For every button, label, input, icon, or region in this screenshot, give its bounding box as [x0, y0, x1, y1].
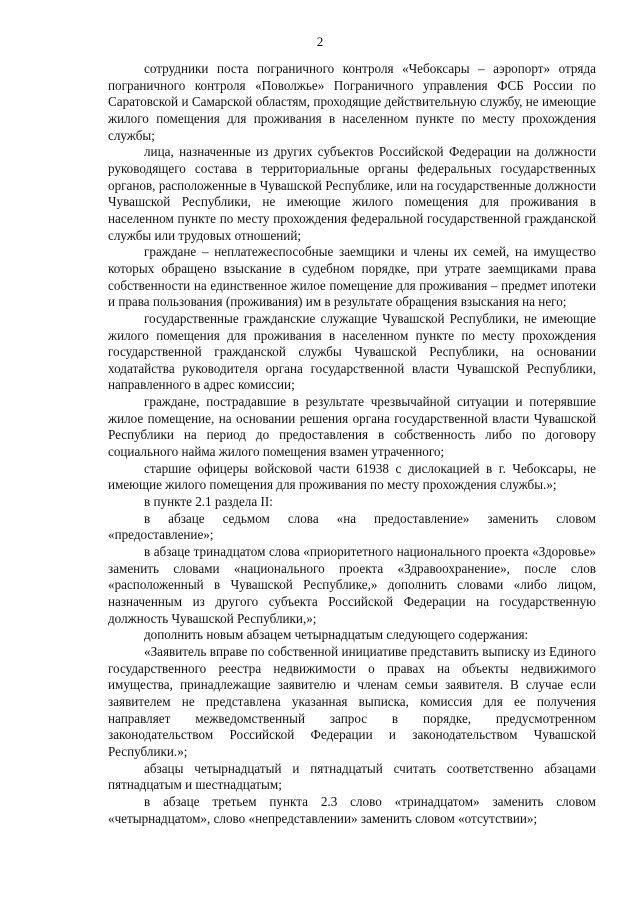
paragraph: старшие офицеры войсковой части 61938 с дислокацией в г. Чебоксары, не имеющие жилого помещения для проживания по месту прохождения службы.»;	[108, 460, 596, 493]
paragraph: граждане, пострадавшие в результате чрезвычайной ситуации и потерявшие жилое помещение, на основании решения органа государственной власти Чувашской Республики на период до предоставления в собственность либо по договору социального найма жилого помещения взамен утраченного;	[108, 394, 596, 460]
paragraph: лица, назначенные из других субъектов Российской Федерации на должности руководящего состава в территориальные органы федеральных государственных органов, расположенные в Чувашской Республике, или на государственные должности Чувашской Республики, не имеющие жилого помещения для проживания в населенном пункте по месту прохождения федеральной государственной гражданской службы или трудовых отношений;	[108, 144, 596, 243]
paragraph: в абзаце третьем пункта 2.3 слово «тринадцатом» заменить словом «четырнадцатом», слово «непредставлении» заменить словом «отсутствии»;	[108, 793, 596, 826]
paragraph: дополнить новым абзацем четырнадцатым следующего содержания:	[144, 627, 529, 643]
paragraph: абзацы четырнадцатый и пятнадцатый считать соответственно абзацами пятнадцатым и шестнадцатым;	[108, 760, 596, 793]
paragraph: в пункте 2.1 раздела II:	[144, 494, 273, 510]
paragraph: сотрудники поста пограничного контроля «Чебоксары – аэропорт» отряда пограничного контроля «Поволжье» Пограничного управления ФСБ России по Саратовской и Самарской областям, проходящие действительную службу, не имеющие жилого помещения для проживания в населенном пункте по месту прохождения службы;	[108, 61, 596, 143]
paragraph: в абзаце тринадцатом слова «приоритетного национального проекта «Здоровье» заменить словами «национального проекта «Здравоохранение», после слов «расположенный в Чувашской Республике,» дополнить словами «либо лицом, назначенным из другого субъекта Российской Федерации на государственную должность Чувашской Республики,»;	[108, 544, 596, 626]
document-body	[108, 61, 596, 827]
paragraph: в абзаце седьмом слова «на предоставление» заменить словом «предоставление»;	[108, 510, 596, 543]
page-number: 2	[316, 34, 324, 49]
paragraph: «Заявитель вправе по собственной инициативе представить выписку из Единого государственного реестра недвижимости о правах на объекты недвижимого имущества, принадлежащие заявителю и членам семьи заявителя. В случае если заявителем не представлена указанная выписка, комиссия для ее получения направляет межведомственный запрос в порядке, предусмотренном законодательством Российской Федерации и законодательством Чувашской Республики.»;	[108, 643, 596, 759]
paragraph: граждане – неплатежеспособные заемщики и члены их семей, на имущество которых обращено взыскание в судебном порядке, при утрате заемщиками права собственности на единственное жилое помещение для проживания – предмет ипотеки и права пользования (проживания) им в результате обращения взыскания на него;	[108, 244, 596, 310]
paragraph: государственные гражданские служащие Чувашской Республики, не имеющие жилого помещения для проживания в населенном пункте по месту прохождения государственной гражданской службы Чувашской Республики, на основании ходатайства руководителя органа государственной власти Чувашской Республики, направленного в адрес комиссии;	[108, 310, 596, 393]
